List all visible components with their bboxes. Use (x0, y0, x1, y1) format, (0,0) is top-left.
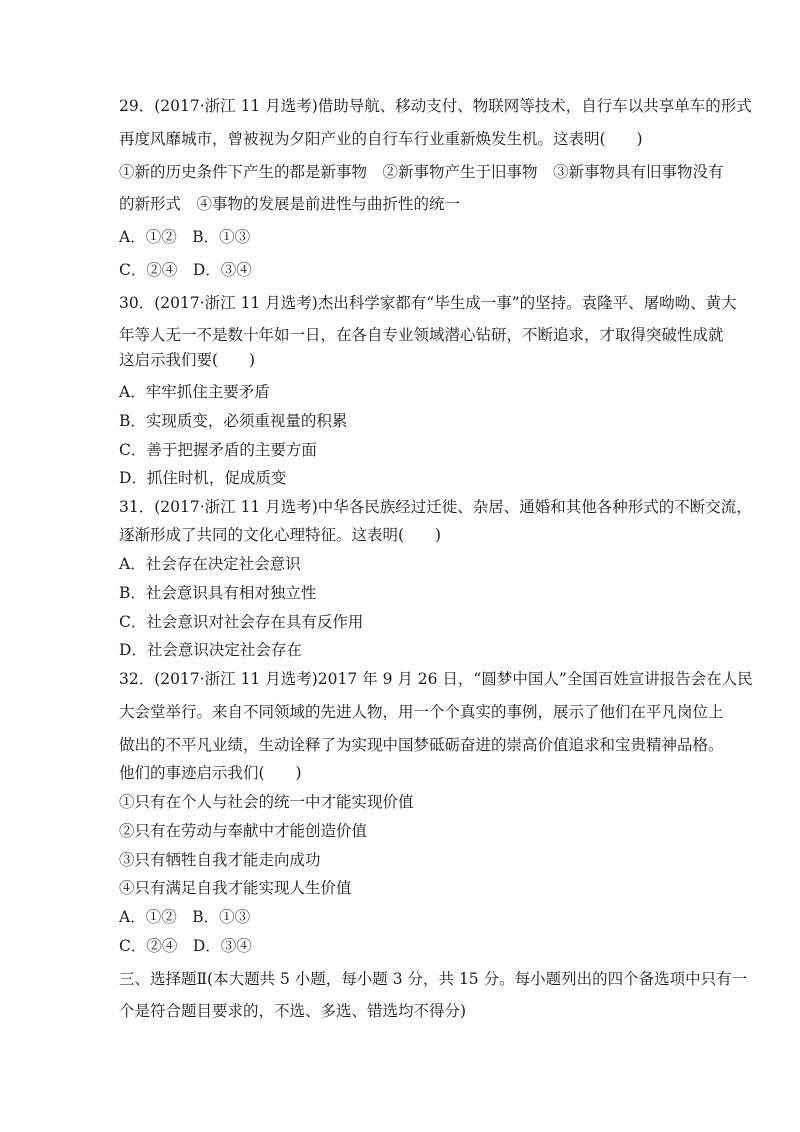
q29-statements-line-1: ①新的历史条件下产生的都是新事物 ②新事物产生于旧事物 ③新事物具有旧事物没有 (119, 163, 724, 181)
q29-statements-line-2: 的新形式 ④事物的发展是前进性与曲折性的统一 (119, 195, 461, 213)
q32-stem-line-1: 32．(2017·浙江 11 月选考)2017 年 9 月 26 日，“圆梦中国人”全国百姓宣讲报告会在人民 (119, 670, 753, 688)
q30-option-c: C．善于把握矛盾的主要方面 (119, 441, 317, 459)
q29-stem-line-2: 再度风靡城市，曾被视为夕阳产业的自行车行业重新焕发生机。这表明( ) (119, 130, 643, 148)
q31-stem-line-1: 31．(2017·浙江 11 月选考)中华各民族经过迁徙、杂居、通婚和其他各种形式的不断交流， (119, 498, 752, 516)
section-three-heading-line-1: 三、选择题Ⅱ(本大题共 5 小题，每小题 3 分，共 15 分。每小题列出的四个备选项中只有一 (119, 970, 748, 988)
q32-options-ab: A．①② B．①③ (119, 908, 251, 926)
q30-option-a: A．牢牢抓住主要矛盾 (119, 383, 270, 401)
q32-stem-line-4: 他们的事迹启示我们( ) (119, 764, 302, 782)
q30-stem-line-1: 30．(2017·浙江 11 月选考)杰出科学家都有“毕生成一事”的坚持。袁隆平、屠呦呦、黄大 (119, 294, 737, 312)
q30-option-b: B．实现质变，必须重视量的积累 (119, 412, 348, 430)
q32-statement-2: ②只有在劳动与奉献中才能创造价值 (119, 822, 368, 840)
q29-stem-line-1: 29．(2017·浙江 11 月选考)借助导航、移动支付、物联网等技术，自行车以共享单车的形式 (119, 97, 752, 115)
q31-option-b: B．社会意识具有相对独立性 (119, 584, 317, 602)
q31-option-a: A．社会存在决定社会意识 (119, 555, 301, 573)
q32-stem-line-2: 大会堂举行。来自不同领域的先进人物，用一个个真实的事例，展示了他们在平凡岗位上 (119, 703, 724, 721)
q29-options-cd: C．②④ D．③④ (119, 261, 252, 279)
q31-stem-line-2: 逐渐形成了共同的文化心理特征。这表明( ) (119, 526, 442, 544)
section-three-heading-line-2: 个是符合题目要求的，不选、多选、错选均不得分) (119, 1002, 467, 1020)
q31-option-c: C．社会意识对社会存在具有反作用 (119, 613, 364, 631)
q32-stem-line-3: 做出的不平凡业绩，生动诠释了为实现中国梦砥砺奋进的崇高价值追求和宝贵精神品格。 (119, 736, 724, 754)
q30-stem-line-2: 年等人无一不是数十年如一日，在各自专业领域潜心钻研，不断追求，才取得突破性成就 (119, 326, 724, 344)
q32-options-cd: C．②④ D．③④ (119, 937, 252, 955)
q29-options-ab: A．①② B．①③ (119, 228, 251, 246)
q31-option-d: D．社会意识决定社会存在 (119, 641, 302, 659)
q32-statement-4: ④只有满足自我才能实现人生价值 (119, 879, 352, 897)
q30-stem-line-3: 这启示我们要( ) (119, 351, 256, 369)
q30-option-d: D．抓住时机，促成质变 (119, 469, 287, 487)
q32-statement-1: ①只有在个人与社会的统一中才能实现价值 (119, 793, 414, 811)
q32-statement-3: ③只有牺牲自我才能走向成功 (119, 851, 321, 869)
